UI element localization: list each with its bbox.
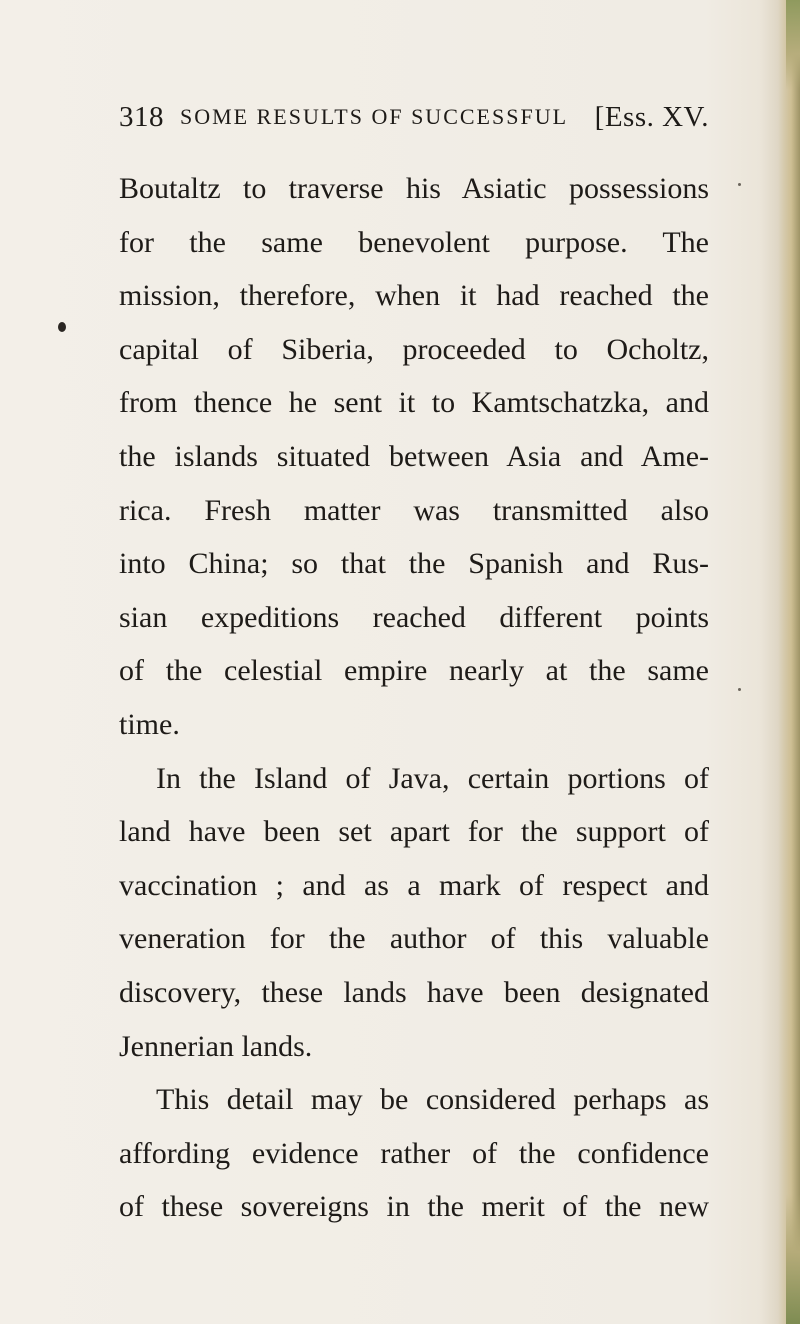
body-text (119, 162, 709, 1234)
text-line: discovery, these lands have been designated (119, 975, 709, 1009)
running-title: SOME RESULTS OF SUCCESSFUL (180, 104, 569, 129)
text-line: of these sovereigns in the merit of the new (119, 1190, 709, 1224)
text-line: capital of Siberia, proceeded to Ocholtz, (119, 332, 709, 366)
text-line: the islands situated between Asia and Ame- (119, 439, 709, 473)
text-line: Boutaltz to traverse his Asiatic possessions (119, 172, 709, 205)
text-line: of the celestial empire nearly at the same (119, 654, 709, 688)
text-line: Jennerian lands. (119, 1029, 313, 1063)
section-reference: [Ess. XV. (594, 101, 709, 133)
paper-speck (738, 183, 741, 186)
text-line: sian expeditions reached different points (119, 600, 709, 634)
text-line: rica. Fresh matter was transmitted also (119, 493, 709, 527)
text-line: for the same benevolent purpose. The (119, 225, 709, 259)
page-edge-shadow (778, 0, 800, 1324)
text-line: vaccination ; and as a mark of respect and (119, 868, 709, 902)
text-line: affording evidence rather of the confidence (119, 1136, 709, 1170)
text-line: into China; so that the Spanish and Rus- (119, 547, 709, 581)
page-edge-stain-bottom (786, 1194, 800, 1324)
paper-speck (738, 688, 741, 691)
margin-mark (58, 322, 66, 332)
running-head (119, 101, 709, 141)
text-line: from thence he sent it to Kamtschatzka, and (119, 386, 709, 420)
text-line: In the Island of Java, certain portions of (156, 761, 709, 795)
page-edge-stain-top (786, 0, 800, 90)
text-line: mission, therefore, when it had reached the (119, 279, 709, 313)
text-line: time. (119, 707, 180, 741)
text-line: This detail may be considered perhaps as (156, 1083, 709, 1117)
text-line: land have been set apart for the support of (119, 815, 709, 849)
page-number: 318 (119, 101, 164, 133)
text-line: veneration for the author of this valuable (119, 922, 709, 956)
